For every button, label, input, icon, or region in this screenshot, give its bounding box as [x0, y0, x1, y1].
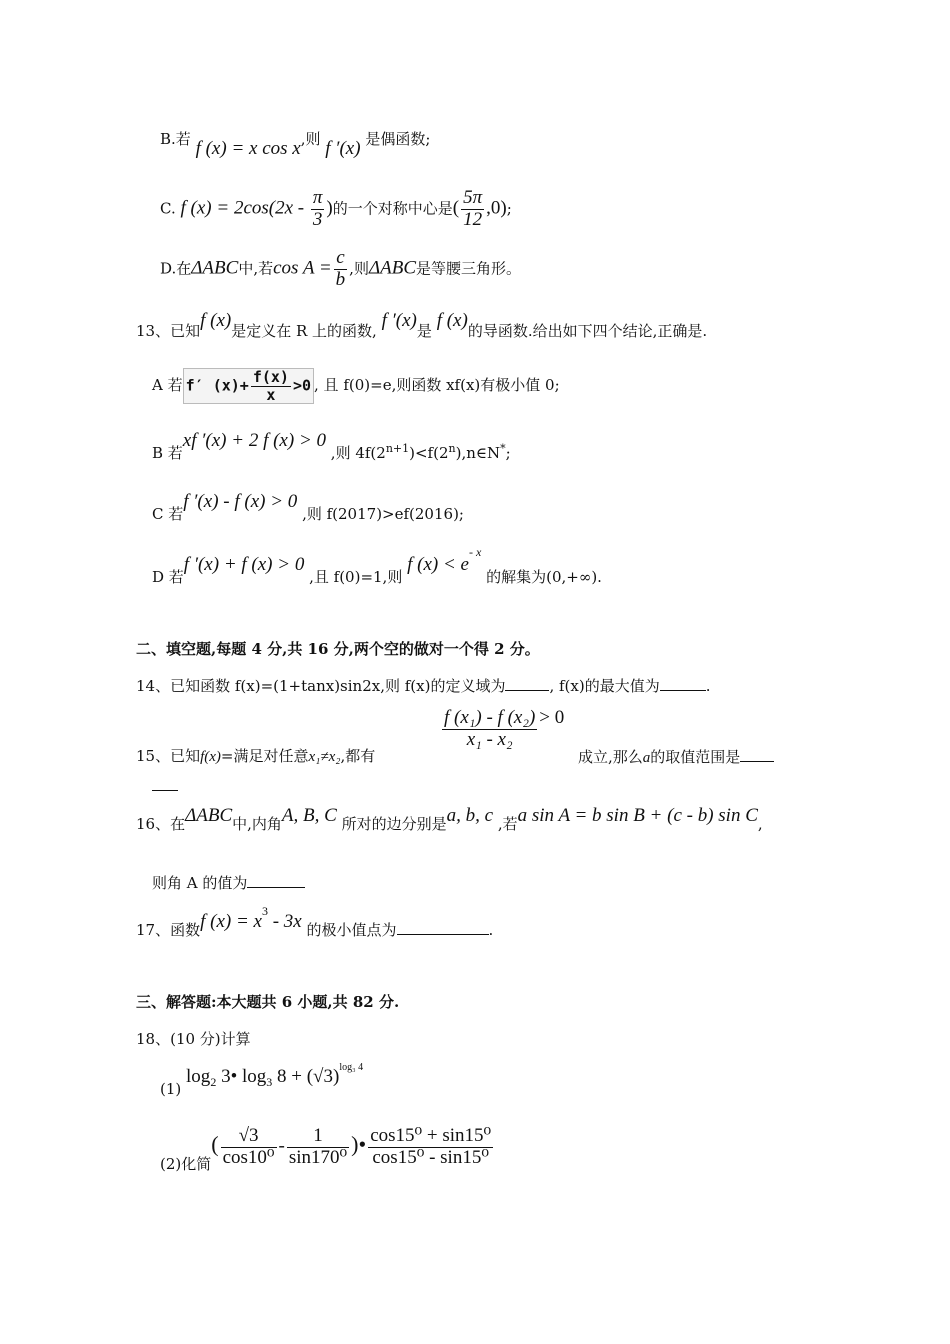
text: 是等腰三角形。: [416, 259, 522, 278]
numerator: f (x₁) - f (x₂): [444, 707, 536, 728]
answer-blank: [660, 676, 706, 691]
fraction: [221, 1126, 277, 1169]
numerator: cos15⁰ + sin15⁰: [370, 1125, 492, 1146]
label: B 若: [152, 444, 183, 462]
text: 16、在: [136, 815, 186, 833]
text: 13、已知: [136, 322, 201, 340]
paren: (: [211, 1131, 219, 1157]
text: .: [488, 921, 494, 939]
text: ;: [505, 444, 511, 462]
math: f ′(x): [325, 138, 361, 159]
label: C.: [160, 199, 176, 218]
text: 成立,那么: [578, 748, 643, 766]
text: 的解集为(0,+∞).: [486, 568, 602, 586]
math: ΔABC: [368, 257, 416, 279]
q13-option-d: [152, 545, 602, 586]
text: 的一个对称中心是: [332, 199, 453, 218]
answer-blank: [152, 776, 178, 791]
q15-tail: [578, 747, 774, 767]
label: (1): [160, 1080, 182, 1098]
q15: [136, 747, 375, 766]
text: 的取值范围是: [650, 748, 741, 766]
q12-option-c: [160, 188, 512, 231]
numerator: 1: [287, 1126, 349, 1148]
math: >0: [292, 376, 312, 395]
text: ,都有: [340, 747, 376, 765]
denominator: cos15⁰ - sin15⁰: [372, 1146, 489, 1168]
text: ,则: [349, 259, 369, 278]
math: f (x): [200, 310, 232, 331]
denominator: 12: [463, 208, 483, 230]
q14: [136, 676, 711, 695]
math: f (x): [436, 310, 468, 331]
sub: 2: [210, 1075, 217, 1089]
text: .: [705, 677, 711, 695]
fraction: [287, 1126, 349, 1169]
numerator: π: [312, 187, 323, 208]
text: ,则 f(2017)>ef(2016);: [302, 505, 464, 523]
math: f ′(x): [381, 310, 417, 331]
numerator: f(x): [252, 368, 289, 386]
math: f′ (x)+: [185, 376, 249, 395]
text: ),n∈N: [455, 444, 501, 462]
math: A, B, C: [281, 805, 337, 826]
text: [331, 444, 511, 462]
math: log: [186, 1066, 211, 1087]
sub: 3: [266, 1075, 273, 1089]
label: D.在: [160, 259, 192, 278]
label: B.若: [160, 130, 191, 148]
math: f ′(x) - f (x) > 0: [183, 491, 298, 512]
q13-option-c: [152, 491, 464, 523]
denominator: b: [335, 268, 346, 290]
q13-option-b: [152, 430, 511, 462]
math: f (x) = 2cos(2x -: [180, 197, 305, 219]
denominator: sin170⁰: [288, 1146, 348, 1168]
math: - 3x: [267, 911, 302, 932]
numerator: √3: [221, 1126, 277, 1148]
text: 中,内角: [232, 815, 282, 833]
section-title: 二、填空题,每题 4 分,共 16 分,两个空的做对一个得 2 分。: [136, 640, 540, 658]
q16-line2: [152, 873, 305, 892]
section-title: 三、解答题:本大题共 6 小题,共 82 分.: [136, 993, 400, 1011]
sup: log₃ 4: [339, 1062, 364, 1073]
math: 8 + (√3): [272, 1066, 340, 1087]
q17: [136, 904, 494, 939]
text: ,: [757, 815, 763, 833]
numerator: c: [334, 248, 348, 270]
fraction: [251, 369, 291, 403]
text: ,若: [497, 815, 518, 833]
q13-option-a: [152, 368, 560, 404]
text: )<f(2: [409, 444, 449, 462]
text: 中,若: [238, 259, 274, 278]
q18-part2: [160, 1125, 495, 1174]
denominator: 3: [312, 208, 323, 230]
text: ,且 f(0)=1,则: [309, 568, 403, 586]
fraction: [311, 188, 325, 231]
answer-blank: [247, 873, 305, 888]
math: ,0): [486, 197, 507, 219]
q15-blank-cont: [152, 776, 178, 795]
math: xf ′(x) + 2 f (x) > 0: [182, 430, 327, 451]
sup: *: [500, 442, 506, 455]
label: D 若: [152, 568, 184, 586]
text: ,则 4f(2: [330, 444, 386, 462]
text: ,则: [300, 130, 321, 148]
answer-blank: [740, 747, 774, 762]
text: 则角 A 的值为: [152, 874, 248, 892]
text: 所对的边分别是: [341, 815, 447, 833]
text: ;: [506, 199, 512, 218]
paren: (: [452, 197, 460, 219]
denominator: x₁ - x₂: [466, 728, 513, 750]
q18-part1: [160, 1062, 364, 1098]
text: , f(x)的最大值为: [549, 677, 660, 695]
fraction: [461, 188, 484, 231]
q16: [136, 805, 763, 833]
answer-blank: [397, 920, 489, 935]
math: x₁≠x₂: [308, 749, 341, 765]
q12-option-b: [160, 128, 431, 159]
text: 是偶函数;: [365, 130, 431, 148]
text: 17、函数: [136, 921, 201, 939]
math: > 0: [539, 707, 565, 729]
label: (2)化简: [160, 1155, 212, 1174]
math: f (x) = x: [200, 911, 262, 932]
sup: 3: [261, 904, 268, 918]
label: A 若: [152, 376, 183, 394]
math: a, b, c: [446, 805, 494, 826]
answer-blank: [505, 676, 549, 691]
text: , 且 f(0)=e,则函数 xf(x)有极小值 0;: [314, 376, 560, 394]
q18-head: 18、(10 分)计算: [136, 1030, 251, 1048]
fraction: [442, 708, 537, 751]
math: cos A =: [273, 257, 332, 279]
math: f (x) = x cos x: [195, 138, 301, 159]
q12-option-d: [160, 248, 521, 291]
fraction: [334, 248, 348, 291]
text: =满足对任意: [220, 747, 309, 765]
math: a: [642, 750, 651, 766]
text: 的导函数.给出如下四个结论,正确是.: [467, 322, 708, 340]
fraction: [368, 1126, 493, 1169]
text: 是定义在 R 上的函数,: [231, 322, 377, 340]
sup: n: [448, 442, 456, 455]
math: )•: [351, 1131, 367, 1157]
q13-stem: [136, 310, 708, 340]
q15-fraction: [440, 708, 564, 751]
math: ΔABC: [191, 257, 239, 279]
formula-image: [183, 368, 314, 404]
math: ): [326, 197, 333, 219]
label: C 若: [152, 505, 184, 523]
denominator: x: [266, 385, 276, 404]
math: -: [278, 1135, 285, 1157]
text: 是: [416, 322, 432, 340]
sup: - x: [468, 545, 482, 559]
text: 14、已知函数 f(x)=(1+tanx)sin2x,则 f(x)的定义域为: [136, 677, 506, 695]
math: 3• log: [216, 1066, 267, 1087]
math: f (x) < e: [407, 554, 469, 575]
math: ΔABC: [185, 805, 233, 826]
text: 的极小值点为: [306, 921, 397, 939]
denominator: cos10⁰: [222, 1146, 275, 1168]
text: 15、已知: [136, 747, 201, 765]
math: a sin A = b sin B + (c - b) sin C: [517, 805, 758, 826]
sup: n+1: [385, 442, 410, 455]
math: f ′(x) + f (x) > 0: [183, 554, 305, 575]
numerator: 5π: [463, 187, 483, 208]
math: f(x): [200, 749, 221, 765]
